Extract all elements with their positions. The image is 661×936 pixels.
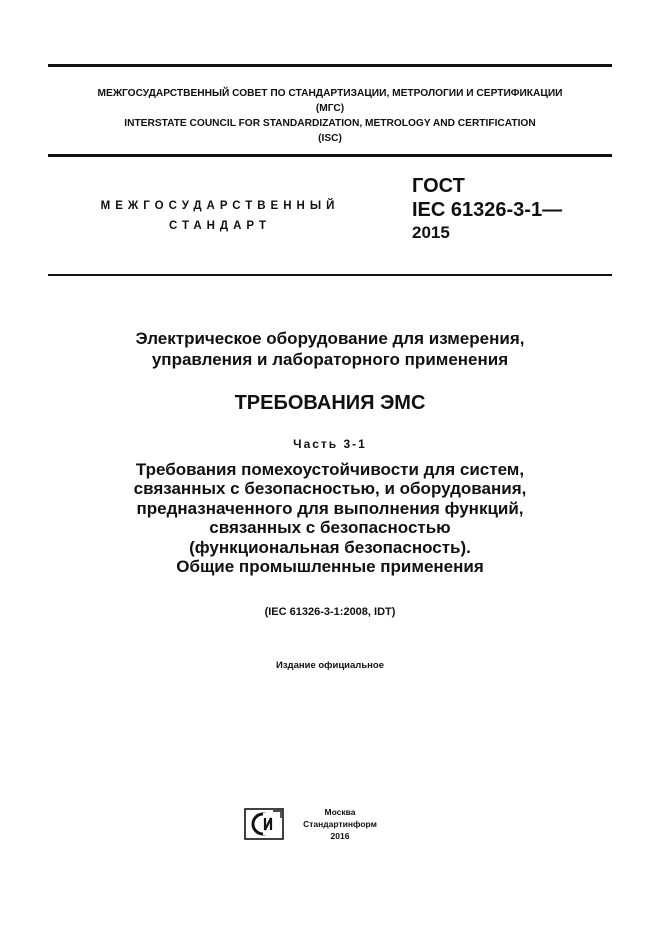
publisher-city: Москва [324, 807, 356, 817]
council-name-en: INTERSTATE COUNCIL FOR STANDARDIZATION, METROLOGY AND CERTIFICATION [124, 118, 536, 129]
council-abbr-ru: (МГС) [315, 103, 345, 114]
council-name-ru: МЕЖГОСУДАРСТВЕННЫЙ СОВЕТ ПО СТАНДАРТИЗАЦИИ, МЕТРОЛОГИИ И СЕРТИФИКАЦИИ [97, 88, 563, 99]
subtitle-line: Требования помехоустойчивости для систем, [135, 460, 525, 479]
standartinform-logo-icon [244, 808, 284, 840]
edition-note: Издание официальное [276, 660, 384, 671]
main-title: ТРЕБОВАНИЯ ЭМС [234, 392, 426, 414]
publisher-info [288, 806, 392, 842]
iec-reference: (IEC 61326-3-1:2008, IDT) [264, 606, 396, 618]
council-header [48, 86, 612, 146]
standard-type-label [80, 196, 360, 236]
publisher-name: Стандартинформ [303, 819, 377, 829]
subtitle-line: предназначенного для выполнения функций, [136, 498, 524, 518]
standard-type-line1: МЕЖГОСУДАРСТВЕННЫЙ [100, 200, 340, 212]
publisher-year: 2016 [330, 831, 350, 841]
title-line2: управления и лабораторного применения [151, 350, 509, 369]
standard-designation [412, 174, 562, 244]
subtitle-line: Общие промышленные применения [176, 557, 484, 577]
council-abbr-en: (ISC) [318, 133, 342, 144]
header-divider [48, 154, 612, 157]
part-label: Часть 3-1 [293, 437, 367, 451]
standard-type-line2: СТАНДАРТ [169, 220, 271, 232]
standard-number: IEC 61326-3-1— [412, 199, 563, 221]
title-line1: Электрическое оборудование для измерения, [135, 329, 525, 348]
gost-label: ГОСТ [412, 175, 465, 197]
subtitle-line: связанных с безопасностью [209, 518, 451, 538]
subtitle [30, 460, 630, 576]
standard-year: 2015 [412, 223, 450, 242]
designation-divider [48, 274, 612, 276]
subtitle-line: (функциональная безопасность). [189, 537, 471, 557]
document-title [30, 328, 630, 370]
top-rule [48, 64, 612, 67]
subtitle-line: связанных с безопасностью, и оборудования, [133, 479, 527, 499]
